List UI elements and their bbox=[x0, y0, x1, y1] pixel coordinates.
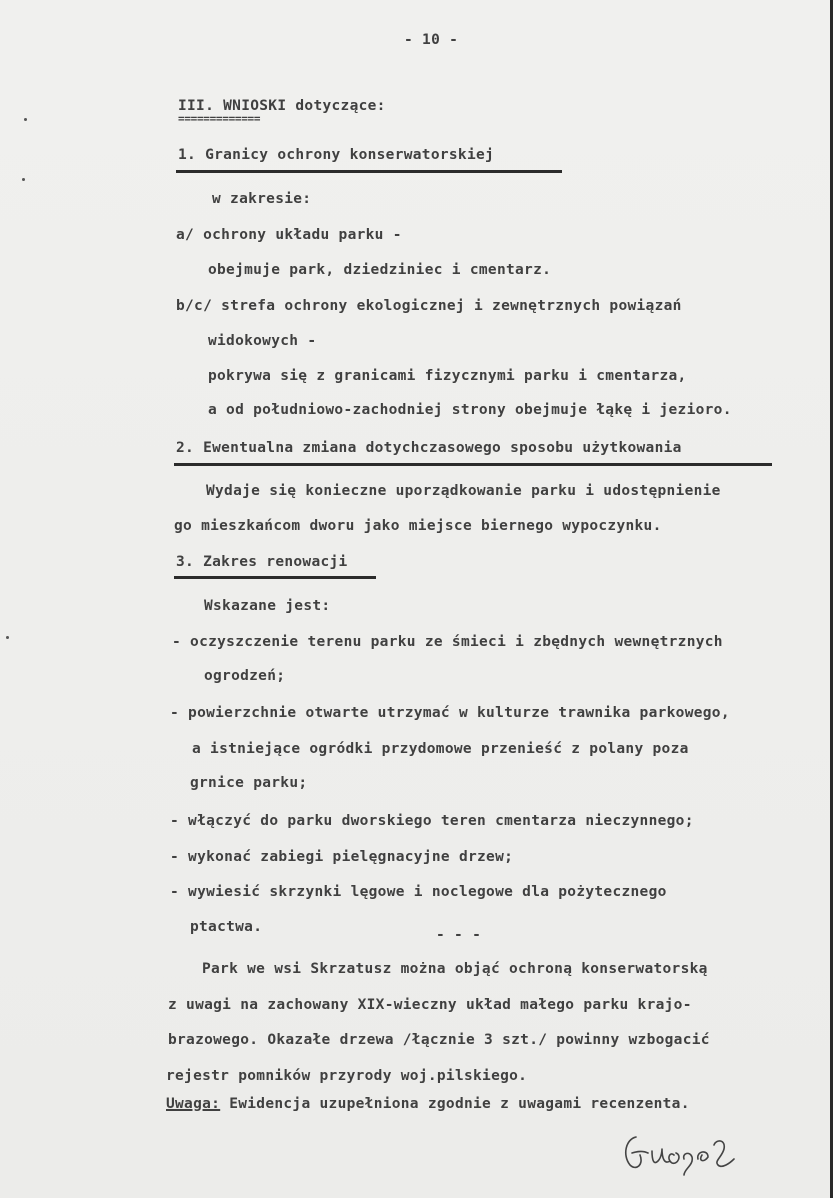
heading-1: 1. Granicy ochrony konserwatorskiej bbox=[178, 147, 495, 163]
text-line: w zakresie: bbox=[212, 191, 312, 207]
note-line bbox=[166, 1096, 690, 1112]
text-line: Wydaje się konieczne uporządkowanie parku i udostępnienie bbox=[206, 483, 721, 499]
text-line: a od południowo-zachodniej strony obejmuje łąkę i jezioro. bbox=[208, 402, 732, 418]
text-line: a istniejące ogródki przydomowe przenieść z polany poza bbox=[192, 741, 689, 757]
section-title-underline: ============= bbox=[178, 112, 261, 125]
text-line: ogrodzeń; bbox=[204, 668, 286, 684]
bullet-item: - oczyszczenie terenu parku ze śmieci i zbędnych wewnętrznych bbox=[172, 634, 723, 650]
margin-mark bbox=[6, 636, 9, 639]
text-line: pokrywa się z granicami fizycznymi parku i cmentarza, bbox=[208, 368, 687, 384]
text-line: b/c/ strefa ochrony ekologicznej i zewnętrznych powiązań bbox=[176, 298, 682, 314]
note-text: Ewidencja uzupełniona zgodnie z uwagami recenzenta. bbox=[220, 1096, 690, 1112]
text-line: obejmuje park, dziedziniec i cmentarz. bbox=[208, 262, 552, 278]
text-line: Wskazane jest: bbox=[204, 598, 331, 614]
text-line: z uwagi na zachowany XIX-wieczny układ małego parku krajo- bbox=[168, 997, 692, 1013]
text-line: brazowego. Okazałe drzewa /łącznie 3 szt./ powinny wzbogacić bbox=[168, 1032, 710, 1048]
text-line: a/ ochrony układu parku - bbox=[176, 227, 402, 243]
note-label: Uwaga: bbox=[166, 1096, 221, 1112]
page-number: - 10 - bbox=[404, 32, 459, 48]
margin-mark bbox=[24, 118, 27, 121]
bullet-item: - powierzchnie otwarte utrzymać w kulturze trawnika parkowego, bbox=[170, 705, 730, 721]
handwritten-signature bbox=[618, 1125, 748, 1185]
text-line: go mieszkańcom dworu jako miejsce biernego wypoczynku. bbox=[174, 518, 662, 534]
text-line: grnice parku; bbox=[190, 775, 308, 791]
text-line: ptactwa. bbox=[190, 919, 263, 935]
text-line: Park we wsi Skrzatusz można objąć ochroną konserwatorską bbox=[202, 961, 708, 977]
separator: - - - bbox=[436, 927, 482, 943]
bullet-item: - wywiesić skrzynki lęgowe i noclegowe dla pożytecznego bbox=[170, 884, 667, 900]
heading-1-underline bbox=[176, 170, 562, 173]
bullet-item: - wykonać zabiegi pielęgnacyjne drzew; bbox=[170, 849, 514, 865]
margin-mark bbox=[22, 178, 25, 181]
heading-3: 3. Zakres renowacji bbox=[176, 554, 348, 570]
heading-3-underline bbox=[174, 576, 376, 579]
text-line: rejestr pomników przyrody woj.pilskiego. bbox=[166, 1068, 528, 1084]
text-line: widokowych - bbox=[208, 333, 317, 349]
bullet-item: - włączyć do parku dworskiego teren cmentarza nieczynnego; bbox=[170, 813, 694, 829]
section-title: III. WNIOSKI dotyczące: bbox=[178, 98, 386, 114]
heading-2: 2. Ewentualna zmiana dotychczasowego sposobu użytkowania bbox=[176, 440, 682, 456]
heading-2-underline bbox=[174, 463, 772, 466]
